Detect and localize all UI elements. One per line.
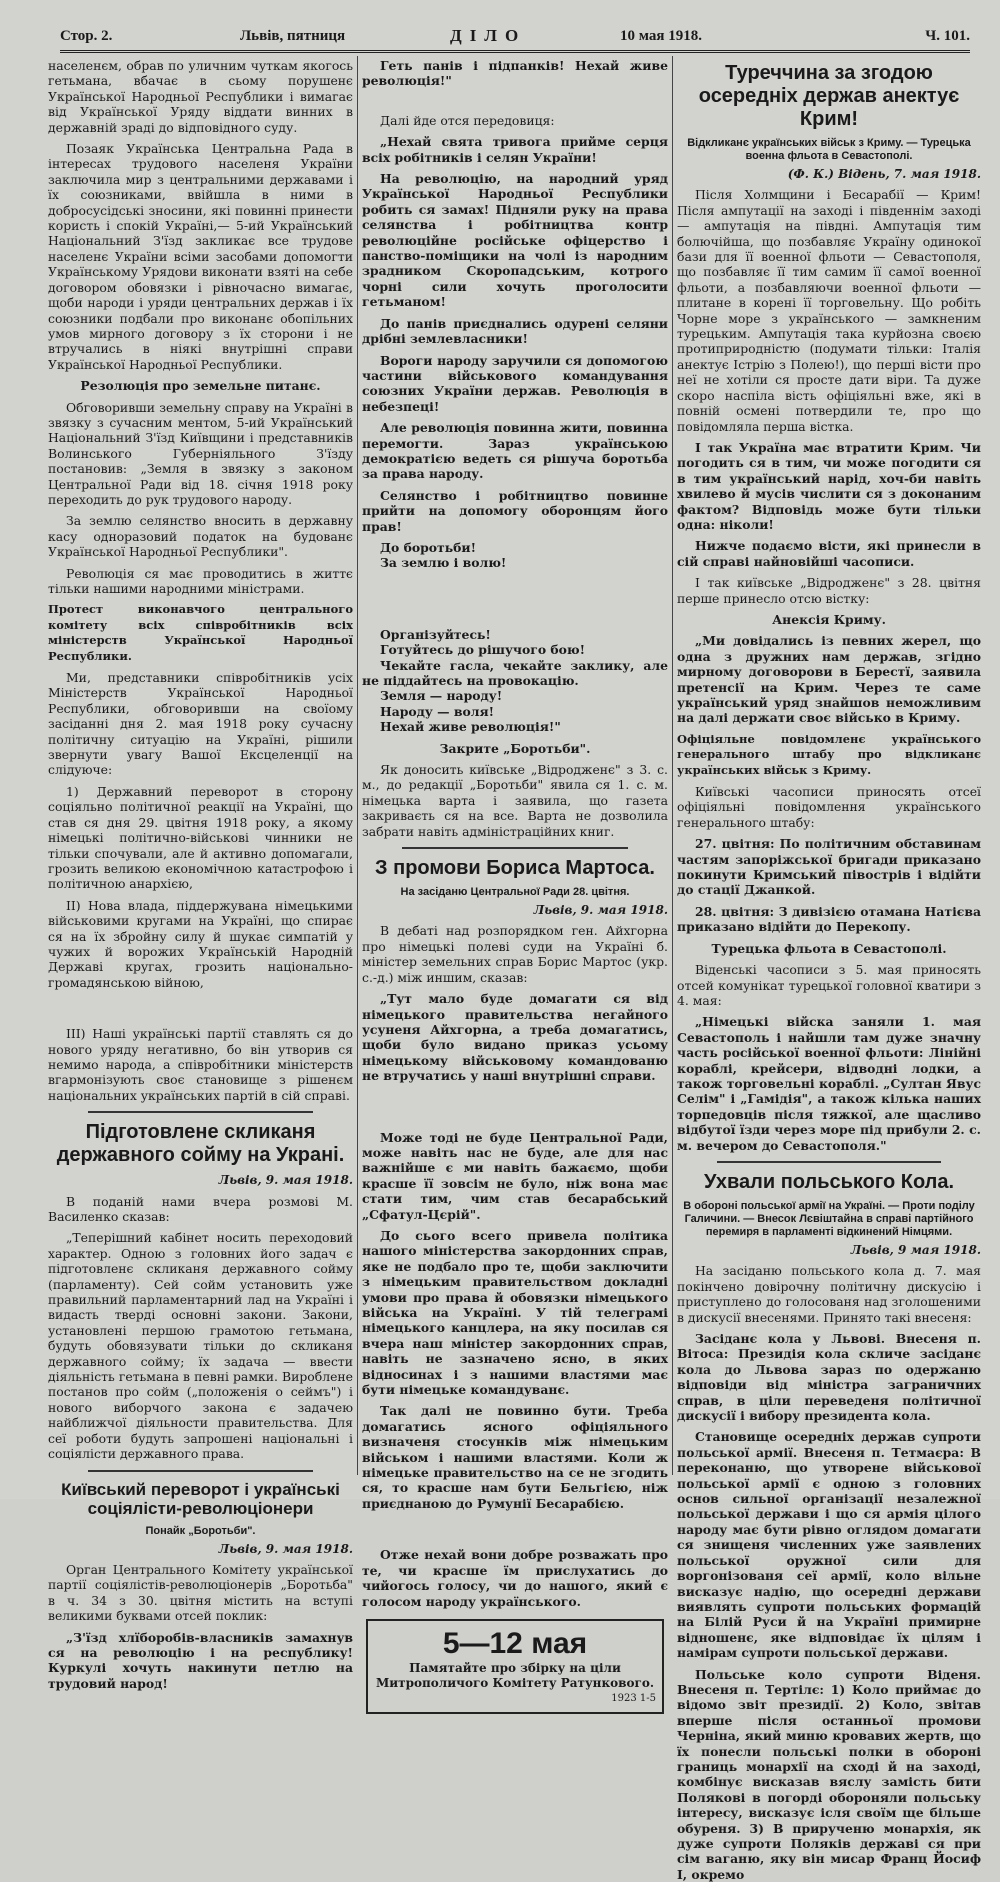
paragraph: населенєм, обрав по уличним чуткам якогось гетьмана, вбачає в сьому порушенє Української Народньої Республики і вимагає від Української Уряду віддати винних в державній зраді до відповідного суду. bbox=[48, 58, 353, 135]
dateline: Львів, 9. мая 1918. bbox=[218, 1541, 353, 1556]
slogan: Земля — народу! bbox=[380, 688, 503, 704]
slogan: До боротьби! bbox=[380, 539, 477, 555]
paragraph: Ми, представники співробітників усіх Міністерств Української Народньої Республики, обговоривши на своїому засіданні дня 2. мая 1918 року сучасну політичну ситуацію на Україні, рішили звернути увагу Вашої Ексцеленції на слідуюче: bbox=[48, 670, 353, 778]
paragraph: Революція ся має проводитись в життє тільки нашими народними міністрами. bbox=[48, 565, 353, 596]
protest-heading: Протест виконавчого центрального комітету всіх співробітників всіх міністерств Української Народньої Республики. bbox=[48, 602, 353, 663]
paragraph: II) Нова влада, піддержувана німецькими військовими кругами на Україні, що спирає ся на їх збройну силу й шукає симпатій у чужих й ворожих Українській Народній Державі кругах, грозить національно-громадянською війною, bbox=[48, 897, 353, 990]
ad-text: Памятайте про збірку на ціли Митрополичого Комітету Ратункового. bbox=[376, 1660, 654, 1690]
dateline: (Ф. К.) Відень, 7. мая 1918. bbox=[787, 167, 981, 181]
paragraph: Київські часописи приносять отсеї офіціяльні повідомлення українського генерального штабу: bbox=[677, 784, 981, 830]
ad-code: 1923 1-5 bbox=[611, 1692, 656, 1704]
slogan: За землю і волю! bbox=[380, 555, 507, 571]
dateline: Львів, 9 мая 1918. bbox=[850, 1242, 981, 1257]
paragraph: „Ми довідались із певних жерел, що одна з дружних нам держав, згідно мирному договорови в Берестї, заявила претенсії на Крим. Через те саме український уряд знайшов неможливим на далі держати своє військо в Криму. bbox=[677, 633, 981, 726]
column-2 bbox=[362, 58, 668, 1704]
page-number: Стор. 2. bbox=[60, 28, 113, 44]
paragraph: „Теперішний кабінет носить переходовий характер. Одною з головних його задач є підготовленє скликаня державного сойму (парламенту). Сей сойм установить уже правильний парламентарний лад на Україні і видасть тверді основні закони. Закони, установлені першою грамотою гетьмана, будуть обовязувати тільки до скликаня державного сойму; їх задача — ввести діяльність гетьмана в певні рамки. Вироблене постанов про сойм („положенія о сеймъ") і нового виборчого закона є задачею найближчої діяльности правительства. Для сеї роботи будуть запрошені національні і соціялісти державного права. bbox=[48, 1230, 353, 1462]
paragraph: І так Україна має втратити Крим. Чи погодить ся в тим, чи може погодити ся в тим український нарід, хоч-би навіть хвилево й мусів числити ся з доконаним фактом? Відповідь може бути тільки одна: ніколи! bbox=[677, 439, 981, 532]
column-divider bbox=[672, 56, 673, 1475]
paragraph: Після Холмщини і Бесарабії — Крим! Після ампутації на заході і південнім заході — ампутація на півдні. Ампутація тим болючійша, що позбавляє Україну одинокої бази для її военної фльоти — Севастополя, що позбавляє її тим самим її самої военної фльоти, а позбавляючи военної фльоти — плитане в корені її торговельну. Що робіть Чорне море з українського — замкненим турецьким. Ампутація така курйозна своєю протиприродністю (подумати тільки: Італія анектує Істрію з Полею!), що перші вісти про неї не хотіли ся просте дати віри. Та дуже скоро наспіла вість офіціяльні вже, які в повній осмені потвердили те, про що повідомляла перша вістка. bbox=[677, 187, 981, 434]
subheading: На засіданю Центральної Ради 28. цвітня. bbox=[400, 886, 630, 899]
paragraph: І так київське „Відродженє" з 28. цвітня перше принесло отсю вістку: bbox=[677, 575, 981, 606]
section-heading: Резолюція про земельне питанє. bbox=[80, 378, 321, 394]
paragraph: Позаяк Українська Центральна Рада в інтересах трудового населеня України заключила мир з центральними державами і їх союзниками, ввійшла в ними в добросусідські зносини, які повинні принести користь і спокій Україні,— 5-ий Український Національний З'їзд закликає все трудове населенє України всіми засобами допомогти Українському Урядови виконати взяті на себе договором обовязки і рівночасно вимагає, щоби народи і уряди центральних держав і їх союзники подбали про виконанє обопільних умов мирного договору з їх сторони і не втручались в ніякі внутрішні справи Української Народньої Республики. bbox=[48, 141, 353, 372]
column-divider bbox=[357, 56, 358, 1475]
divider bbox=[717, 1161, 941, 1163]
paragraph: Віденські часописи з 5. мая приносять отсей комунікат турецької головної кватири з 4. мая: bbox=[677, 962, 981, 1008]
paragraph: Отже нехай вони добре розважать про те, чи красше їм прислухатись до чийогось голосу, чи до нашого, який є голосом народу українського. bbox=[362, 1547, 668, 1609]
paragraph: Але революція повинна жити, повинна перемогти. Зараз українською демократією ведеть ся рішуча боротьба за права народу. bbox=[362, 420, 668, 482]
section-heading: Закрите „Боротьби". bbox=[439, 740, 591, 756]
section-heading: Офіціяльне повідомленє українського генерального штабу про відкликанє українських військ з Криму. bbox=[677, 731, 981, 777]
paragraph: До сього всего привела політика нашого міністерства закордонних справ, яке не подбало про те, щоби заключити з німецьким правительством докладні умови про права й обовязки німецького війська на Україні. У тій телеграмі німецького канцлера, на яку посилав ся вчера наш міністер закордонних справ, навіть не зазначено ясно, в яких відносинах і з нашими властями має бути німецьке командуванє. bbox=[362, 1227, 668, 1398]
issue-date: 10 мая 1918. bbox=[620, 28, 702, 44]
slogan: Нехай живе революція!" bbox=[380, 719, 561, 735]
advertisement-box bbox=[366, 1619, 664, 1714]
paragraph: В дебаті над розпорядком ген. Айхгорна про німецькі полеві суди на Україні б. міністер земельних справ Борис Мартос (укр. с.-д.) між иншим, сказав: bbox=[362, 923, 668, 985]
paragraph: За землю селянство вносить в державну касу одноразовий податок на будованє Української Народньої Республики". bbox=[48, 513, 353, 560]
section-heading: Турецька фльота в Севастополі. bbox=[711, 940, 947, 956]
section-heading: Анексія Криму. bbox=[772, 611, 886, 627]
dateline: Львів, 9. мая 1918. bbox=[218, 1173, 353, 1188]
paragraph: Нижче подаємо вісти, які принесли в сій справі найновійші часописи. bbox=[677, 538, 981, 569]
slogan: Чекайте гасла, чекайте заклику, але не піддайтесь на провокацію. bbox=[362, 657, 668, 688]
headline-martos: З промови Бориса Мартоса. bbox=[375, 857, 655, 880]
paragraph: Так далі не повинно бути. Треба домагатись ясного офіціяльного визначеня стосунків між німецьким військом і нашими властями. Коли ж німецьке правительство на се не згодить ся, то красше нам бути Бельгією, ніж приєднаною до Румунії Бесарабією. bbox=[362, 1403, 668, 1511]
paragraph: „Тут мало буде домагати ся від німецького правительства негайного усуненя Айхгорна, а треба домагатись, щоби було видано приказ усьому німецькому військовому командованю не втручатись у наші внутрішні справи. bbox=[362, 991, 668, 1084]
paragraph: Може тоді не буде Центральної Ради, може навіть нас не буде, але для нас важнійше є ми навіть бажаємо, щоби красше її зовсім не було, ніж вона має стати тим, чим став бесарабський „Сфатул-Цєрій". bbox=[362, 1129, 668, 1222]
divider bbox=[402, 847, 628, 849]
paragraph: На засіданю польського кола д. 7. мая покінчено довірочну політичну дискусію і приступлено до голосованя над зголошеними в дискусії внесенями. Принято такі внесеня: bbox=[677, 1263, 981, 1325]
divider bbox=[88, 1470, 313, 1472]
paragraph: 28. цвітня: З дивізією отамана Натієва приказано відійти до Перекопу. bbox=[677, 903, 981, 935]
column-3 bbox=[677, 58, 981, 1882]
divider bbox=[88, 1111, 313, 1113]
masthead bbox=[60, 24, 970, 53]
paragraph: В поданій нами вчера розмові М. Василенко сказав: bbox=[48, 1193, 353, 1224]
slogan: Готуйтесь до рішучого бою! bbox=[380, 642, 586, 658]
place-day: Львів, пятниця bbox=[240, 28, 346, 44]
paragraph: „Нехай свята тривога прийме серця всіх робітників і селян України! bbox=[362, 134, 668, 165]
paragraph: Далі йде отся передовиця: bbox=[380, 112, 555, 128]
headline-polish: Ухвали польського Кола. bbox=[703, 1170, 955, 1193]
headline-crimea: Туреччина за згодою осередніх держав анектує Крим! bbox=[698, 62, 960, 130]
paragraph: Польське коло супроти Віденя. Внесеня п. Тертілє: 1) Коло приймає до відомо звіт президії. 2) Коло, звітав вперше після останньої промови Черніна, який миню кровавих жертв, що їх понесли польські полки в обороні границь монархії на сході й на заході, комбінує висказав вяслу замість бити Полякові в погорді обороняли польську інтересу, висказує ісля своїм ще більше обуреня. 3) В прирученю монархія, як дуже супроти Поляків державі ся при сім ваганю, яку він мисар Франц Йосиф I, окремо bbox=[677, 1666, 981, 1882]
slogan: Народу — воля! bbox=[380, 703, 495, 719]
paragraph: Засіданє кола у Львові. Внесеня п. Вітоса: Президія кола скличе засіданє кола до Львова зараз по одержаню відповіди від міністра заграничних справ, в ціли переведеня політичної дискусії і вибору президента кола. bbox=[677, 1331, 981, 1424]
paragraph: Селянство і робітництво повинне прийти на допомогу оборонцям його прав! bbox=[362, 487, 668, 534]
spacer bbox=[48, 996, 353, 1026]
subheading: В обороні польської армії на Україні. — Проти поділу Галичини. — Внесок Лєвіштайна в справі партійного перемиря в парламенті відкинений Німцями. bbox=[683, 1199, 975, 1238]
paragraph: Як доносить київське „Відродженє" з 3. с. м., до редакції „Боротьби" явила ся 1. с. м. німецька варта і заявила, що газета закриваєть ся на все. Варта не дозволила забрати навіть адміністраційних книг. bbox=[362, 762, 668, 839]
paragraph: „З'їзд хлїборобів-власників замахнув ся на революцію і на республику! Куркулі хочуть накинути петлю на трудовий народ! bbox=[48, 1629, 353, 1691]
column-1 bbox=[48, 58, 353, 1691]
paragraph: 27. цвітня: По політичним обставинам частям запоріжської бригади приказано покинути Кримський півострів і відійти до стації Джанкой. bbox=[677, 836, 981, 898]
headline-sejm: Підготовлене скликаня державного сойму на Украні. bbox=[56, 1121, 345, 1167]
headline-coup: Київський переворот і українські соціялісти-революціонери bbox=[61, 1479, 340, 1519]
newspaper-title: ДІЛО bbox=[450, 26, 527, 45]
paragraph: Геть панів і підпанків! Нехай живе революція!" bbox=[362, 58, 668, 89]
paragraph: На революцію, на народний уряд Української Народньої Республики робить ся замах! Підняли руку на права селянства і робітництва контр революційне російське офіцерство і панство-поміщики на чолі із народним зрадником Скоропадським, котрого чорні сили хочуть проголосити гетьманом! bbox=[362, 171, 668, 310]
issue-number: Ч. 101. bbox=[925, 28, 970, 44]
paragraph: До панів приєднались одурені селяни дрібні землевласники! bbox=[362, 315, 668, 347]
paragraph: Обговоривши земельну справу на Україні в звязку з сучасним ментом, 5-ий Український Національний З'їзд Київщини і представників Волинського Губерніяльного З'їзду постановив: „Земля в звязку з законом Центральної Ради від 18. січня 1918 року переходить до рук трудового народу. bbox=[48, 399, 353, 507]
subheading: Відкликанє українських військ з Криму. — Турецька военна фльота в Севастополі. bbox=[687, 137, 971, 162]
paragraph: „Німецькі війска заняли 1. мая Севастополь і найшли там дуже значну часть російської военної фльоти: Лінійні кораблі, крейсери, відводні лодки, а також торговельні кораблі. „Султан Явус Селім" і „Гамідія", а також кілька наших торпедовців після тяжкої, але щасливо відбутої їзди через море під прибули 2. с. м. вечером до Севастополя." bbox=[677, 1014, 981, 1153]
paragraph: Становище осередніх держав супроти польської армії. Внесеня п. Тетмаєра: В переконаню, що утворене військової польської армії є одною з головних основ сильної організації незалежної польської держави і що ся армія цілого народу має бути рівно оглядом домагати ся знищеня численних уже заявлених польської оружної сили для воргонізованя сеї армії, коло вільне висказує надію, що осередні держави виявлять супроти польських формацій на Білій Руси й на Україні примирне відношенє, яке відповідає їх цілям і намірам супроти польської держави. bbox=[677, 1429, 981, 1661]
paragraph: III) Наші українські партії ставлять ся до нового уряду негативно, бо він утворив ся немимо народа, а співробітники міністерств вгармонізують своє становище з рішенєм національних українських партій в сій справі. bbox=[48, 1026, 353, 1103]
paragraph: 1) Державний переворот в сторону соціяльно політичної реакції на Україні, що став ся дня 29. цвітня 1918 року, а якому німецькі політично-військові чинники не тільки спочували, але й активно допомагали, грозить великою економічною катастрофою і політичною анархією, bbox=[48, 783, 353, 892]
paragraph: Вороги народу заручили ся допомогою частини військового командування союзних України держав. Революція в небезпеці! bbox=[362, 352, 668, 414]
dateline: Львів, 9. мая 1918. bbox=[533, 903, 668, 918]
subheading: Понайк „Боротьби". bbox=[145, 1524, 256, 1537]
paragraph: Орган Центрального Комітету української партії соціялістів-революціонерів „Боротьба" в ч. 34 з 30. цвітня містить на вступі великими буквами отсей поклик: bbox=[48, 1562, 353, 1624]
ad-dates: 5—12 мая bbox=[442, 1626, 588, 1660]
slogan: Організуйтесь! bbox=[380, 626, 491, 642]
